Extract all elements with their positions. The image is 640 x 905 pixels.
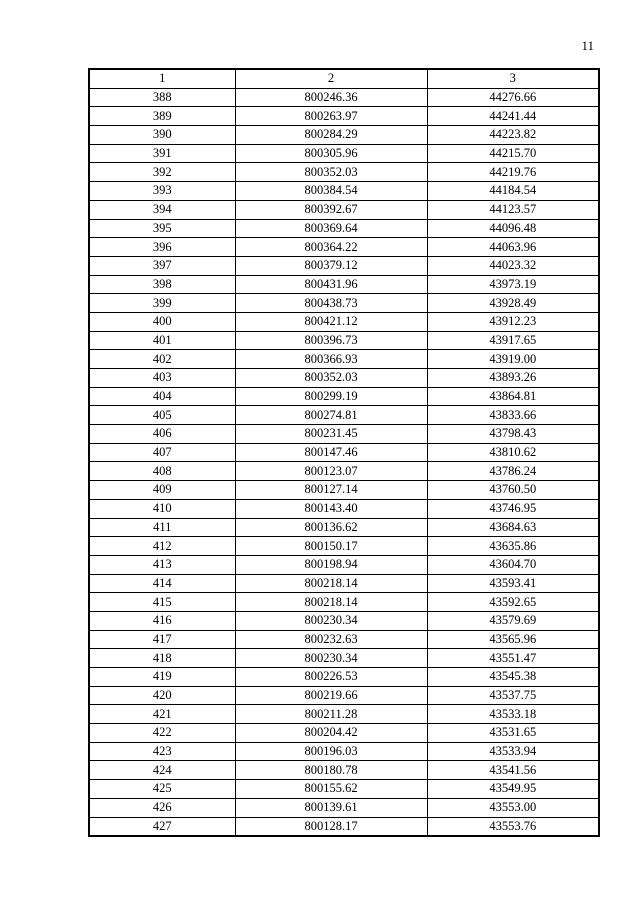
point-number-cell: 413: [89, 555, 235, 574]
y-coordinate-cell: 43919.00: [427, 350, 599, 369]
x-coordinate-cell: 800204.42: [235, 724, 427, 743]
y-coordinate-cell: 43533.18: [427, 705, 599, 724]
point-number-cell: 422: [89, 724, 235, 743]
x-coordinate-cell: 800299.19: [235, 387, 427, 406]
point-number-cell: 394: [89, 200, 235, 219]
table-row: [89, 705, 599, 724]
y-coordinate-cell: 44096.48: [427, 219, 599, 238]
table-row: [89, 686, 599, 705]
table-row: [89, 630, 599, 649]
point-number-cell: 391: [89, 144, 235, 163]
y-coordinate-cell: 43912.23: [427, 312, 599, 331]
x-coordinate-cell: 800226.53: [235, 668, 427, 687]
table-row: [89, 798, 599, 817]
point-number-cell: 388: [89, 88, 235, 107]
x-coordinate-cell: 800352.03: [235, 163, 427, 182]
x-coordinate-cell: 800150.17: [235, 537, 427, 556]
x-coordinate-cell: 800379.12: [235, 256, 427, 275]
table-row: [89, 312, 599, 331]
y-coordinate-cell: 43579.69: [427, 611, 599, 630]
point-number-cell: 393: [89, 182, 235, 201]
table-row: [89, 163, 599, 182]
y-coordinate-cell: 44215.70: [427, 144, 599, 163]
x-coordinate-cell: 800274.81: [235, 406, 427, 425]
x-coordinate-cell: 800369.64: [235, 219, 427, 238]
table-row: [89, 780, 599, 799]
table-row: [89, 593, 599, 612]
point-number-cell: 403: [89, 369, 235, 388]
point-number-cell: 421: [89, 705, 235, 724]
x-coordinate-cell: 800364.22: [235, 238, 427, 257]
point-number-cell: 417: [89, 630, 235, 649]
x-coordinate-cell: 800128.17: [235, 817, 427, 836]
x-coordinate-cell: 800366.93: [235, 350, 427, 369]
point-number-cell: 425: [89, 780, 235, 799]
point-number-cell: 414: [89, 574, 235, 593]
table-row: [89, 238, 599, 257]
point-number-cell: 389: [89, 107, 235, 126]
point-number-cell: 419: [89, 668, 235, 687]
y-coordinate-cell: 43549.95: [427, 780, 599, 799]
y-coordinate-cell: 44063.96: [427, 238, 599, 257]
y-coordinate-cell: 43798.43: [427, 425, 599, 444]
table-row: [89, 126, 599, 145]
y-coordinate-cell: 43531.65: [427, 724, 599, 743]
y-coordinate-cell: 43533.94: [427, 742, 599, 761]
column-header-3: 3: [427, 69, 599, 88]
x-coordinate-cell: 800211.28: [235, 705, 427, 724]
x-coordinate-cell: 800438.73: [235, 294, 427, 313]
table-row: [89, 182, 599, 201]
point-number-cell: 406: [89, 425, 235, 444]
table-row: [89, 555, 599, 574]
point-number-cell: 404: [89, 387, 235, 406]
point-number-cell: 411: [89, 518, 235, 537]
table-row: [89, 200, 599, 219]
x-coordinate-cell: 800196.03: [235, 742, 427, 761]
table-row: [89, 256, 599, 275]
point-number-cell: 423: [89, 742, 235, 761]
coordinates-table: [88, 68, 600, 837]
table-row: [89, 144, 599, 163]
point-number-cell: 410: [89, 499, 235, 518]
y-coordinate-cell: 43684.63: [427, 518, 599, 537]
x-coordinate-cell: 800384.54: [235, 182, 427, 201]
y-coordinate-cell: 43545.38: [427, 668, 599, 687]
x-coordinate-cell: 800155.62: [235, 780, 427, 799]
y-coordinate-cell: 43786.24: [427, 462, 599, 481]
point-number-cell: 416: [89, 611, 235, 630]
x-coordinate-cell: 800198.94: [235, 555, 427, 574]
x-coordinate-cell: 800305.96: [235, 144, 427, 163]
point-number-cell: 396: [89, 238, 235, 257]
x-coordinate-cell: 800396.73: [235, 331, 427, 350]
page-number: 11: [581, 38, 594, 53]
y-coordinate-cell: 43760.50: [427, 481, 599, 500]
x-coordinate-cell: 800421.12: [235, 312, 427, 331]
point-number-cell: 392: [89, 163, 235, 182]
y-coordinate-cell: 43551.47: [427, 649, 599, 668]
y-coordinate-cell: 44184.54: [427, 182, 599, 201]
point-number-cell: 424: [89, 761, 235, 780]
y-coordinate-cell: 43810.62: [427, 443, 599, 462]
table-row: [89, 350, 599, 369]
table-body: [89, 88, 599, 836]
x-coordinate-cell: 800246.36: [235, 88, 427, 107]
x-coordinate-cell: 800352.03: [235, 369, 427, 388]
point-number-cell: 402: [89, 350, 235, 369]
x-coordinate-cell: 800230.34: [235, 649, 427, 668]
y-coordinate-cell: 43917.65: [427, 331, 599, 350]
table-row: [89, 611, 599, 630]
x-coordinate-cell: 800230.34: [235, 611, 427, 630]
y-coordinate-cell: 43833.66: [427, 406, 599, 425]
point-number-cell: 426: [89, 798, 235, 817]
table-row: [89, 574, 599, 593]
y-coordinate-cell: 44023.32: [427, 256, 599, 275]
y-coordinate-cell: 43553.00: [427, 798, 599, 817]
y-coordinate-cell: 43635.86: [427, 537, 599, 556]
table-header-row: [89, 69, 599, 88]
x-coordinate-cell: 800123.07: [235, 462, 427, 481]
point-number-cell: 427: [89, 817, 235, 836]
column-header-2: 2: [235, 69, 427, 88]
table-row: [89, 219, 599, 238]
x-coordinate-cell: 800284.29: [235, 126, 427, 145]
table-row: [89, 88, 599, 107]
point-number-cell: 397: [89, 256, 235, 275]
table-row: [89, 817, 599, 836]
x-coordinate-cell: 800232.63: [235, 630, 427, 649]
point-number-cell: 418: [89, 649, 235, 668]
y-coordinate-cell: 44223.82: [427, 126, 599, 145]
y-coordinate-cell: 43592.65: [427, 593, 599, 612]
table-row: [89, 742, 599, 761]
y-coordinate-cell: 43928.49: [427, 294, 599, 313]
table-row: [89, 107, 599, 126]
y-coordinate-cell: 43565.96: [427, 630, 599, 649]
y-coordinate-cell: 44276.66: [427, 88, 599, 107]
y-coordinate-cell: 43746.95: [427, 499, 599, 518]
table-row: [89, 649, 599, 668]
y-coordinate-cell: 43604.70: [427, 555, 599, 574]
point-number-cell: 415: [89, 593, 235, 612]
x-coordinate-cell: 800392.67: [235, 200, 427, 219]
x-coordinate-cell: 800263.97: [235, 107, 427, 126]
point-number-cell: 399: [89, 294, 235, 313]
y-coordinate-cell: 44241.44: [427, 107, 599, 126]
x-coordinate-cell: 800143.40: [235, 499, 427, 518]
x-coordinate-cell: 800219.66: [235, 686, 427, 705]
table-row: [89, 425, 599, 444]
table-row: [89, 481, 599, 500]
table-row: [89, 387, 599, 406]
table-row: [89, 499, 599, 518]
x-coordinate-cell: 800147.46: [235, 443, 427, 462]
y-coordinate-cell: 43864.81: [427, 387, 599, 406]
table-row: [89, 668, 599, 687]
table-row: [89, 518, 599, 537]
y-coordinate-cell: 44219.76: [427, 163, 599, 182]
table-header: [89, 69, 599, 88]
table-row: [89, 275, 599, 294]
table-row: [89, 537, 599, 556]
table-row: [89, 294, 599, 313]
point-number-cell: 400: [89, 312, 235, 331]
column-header-1: 1: [89, 69, 235, 88]
x-coordinate-cell: 800139.61: [235, 798, 427, 817]
point-number-cell: 390: [89, 126, 235, 145]
y-coordinate-cell: 43541.56: [427, 761, 599, 780]
table-row: [89, 724, 599, 743]
x-coordinate-cell: 800180.78: [235, 761, 427, 780]
table-row: [89, 406, 599, 425]
point-number-cell: 409: [89, 481, 235, 500]
table-row: [89, 462, 599, 481]
point-number-cell: 420: [89, 686, 235, 705]
x-coordinate-cell: 800218.14: [235, 574, 427, 593]
point-number-cell: 408: [89, 462, 235, 481]
table-row: [89, 369, 599, 388]
point-number-cell: 398: [89, 275, 235, 294]
x-coordinate-cell: 800136.62: [235, 518, 427, 537]
table-row: [89, 331, 599, 350]
point-number-cell: 405: [89, 406, 235, 425]
point-number-cell: 407: [89, 443, 235, 462]
x-coordinate-cell: 800431.96: [235, 275, 427, 294]
y-coordinate-cell: 43973.19: [427, 275, 599, 294]
x-coordinate-cell: 800231.45: [235, 425, 427, 444]
x-coordinate-cell: 800218.14: [235, 593, 427, 612]
table-row: [89, 443, 599, 462]
point-number-cell: 401: [89, 331, 235, 350]
x-coordinate-cell: 800127.14: [235, 481, 427, 500]
point-number-cell: 412: [89, 537, 235, 556]
y-coordinate-cell: 43893.26: [427, 369, 599, 388]
point-number-cell: 395: [89, 219, 235, 238]
y-coordinate-cell: 43537.75: [427, 686, 599, 705]
y-coordinate-cell: 43593.41: [427, 574, 599, 593]
y-coordinate-cell: 43553.76: [427, 817, 599, 836]
y-coordinate-cell: 44123.57: [427, 200, 599, 219]
table-row: [89, 761, 599, 780]
